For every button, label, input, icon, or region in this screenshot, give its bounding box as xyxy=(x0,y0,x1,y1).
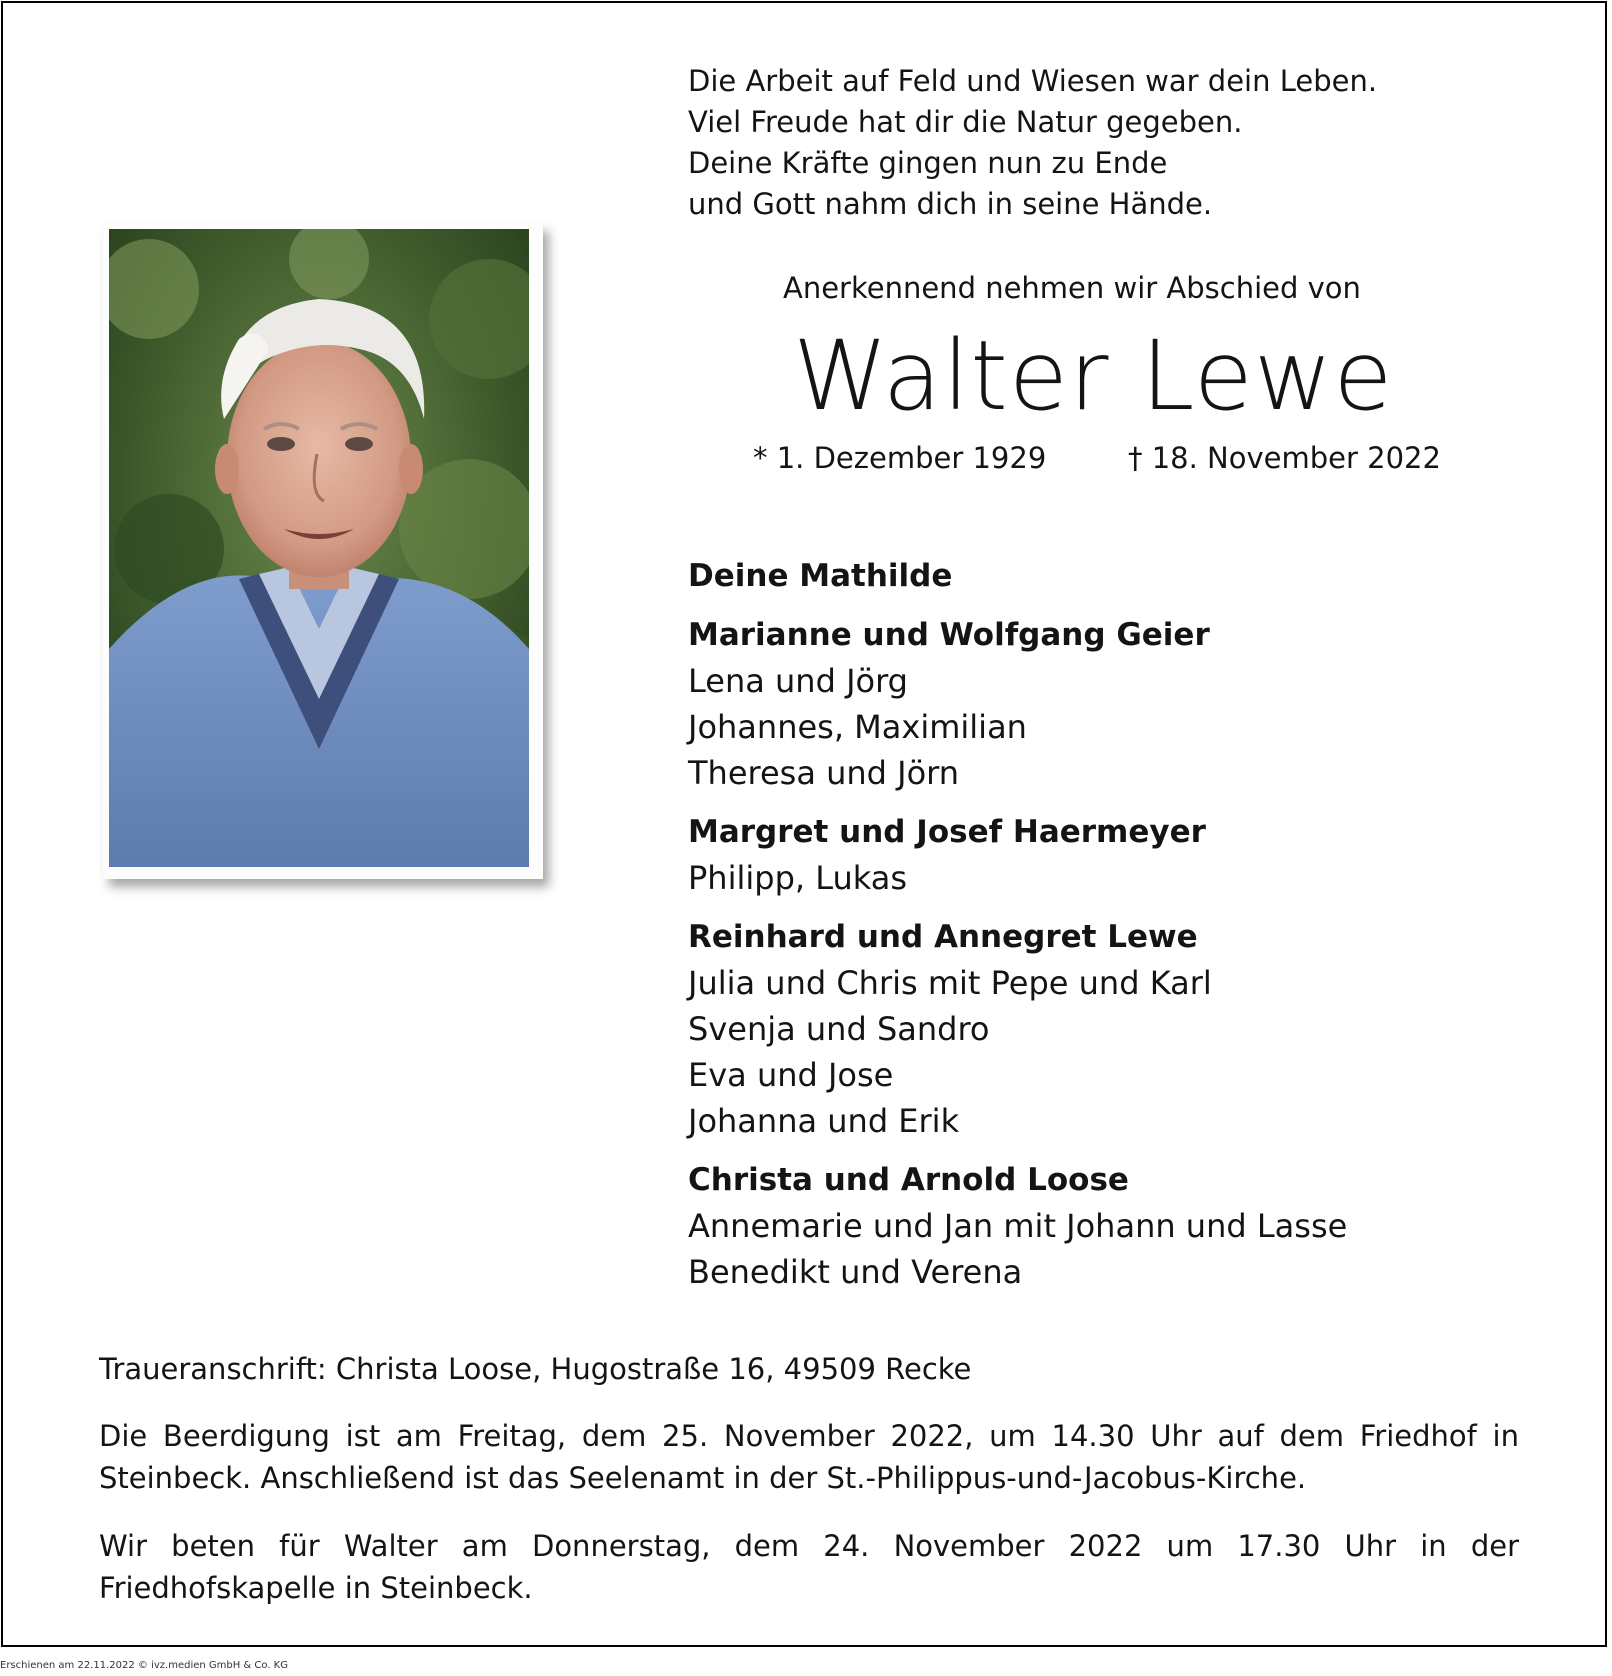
mourner-member: Theresa und Jörn xyxy=(688,754,960,792)
mourner-member: Julia und Chris mit Pepe und Karl xyxy=(688,964,1212,1002)
poem xyxy=(688,61,1377,225)
publication-footer: Erschienen am 22.11.2022 © ivz.medien GmbH & Co. KG xyxy=(0,1660,288,1671)
mourner-group-head: Marianne und Wolfgang Geier xyxy=(688,617,1210,653)
obituary-card xyxy=(1,1,1607,1647)
mourner-group-head: Deine Mathilde xyxy=(688,558,953,594)
mourner-member: Johanna und Erik xyxy=(688,1102,960,1140)
death-date: † 18. November 2022 xyxy=(1128,441,1441,475)
mourner-member: Benedikt und Verena xyxy=(688,1253,1023,1291)
mourner-member: Svenja und Sandro xyxy=(688,1010,990,1048)
mourner-member: Lena und Jörg xyxy=(688,662,908,700)
mourning-address: Traueranschrift: Christa Loose, Hugostraße 16, 49509 Recke xyxy=(99,1352,972,1386)
mourner-group-head: Reinhard und Annegret Lewe xyxy=(688,919,1198,955)
portrait-frame xyxy=(103,223,543,879)
poem-line: Viel Freude hat dir die Natur gegeben. xyxy=(688,105,1243,139)
mourner-member: Philipp, Lukas xyxy=(688,859,908,897)
prayer-notice: Wir beten für Walter am Donnerstag, dem 24. November 2022 um 17.30 Uhr in der Friedhofskapelle in Steinbeck. xyxy=(99,1529,1519,1605)
mourner-group-head: Margret und Josef Haermeyer xyxy=(688,814,1206,850)
birth-date: * 1. Dezember 1929 xyxy=(753,441,1047,475)
poem-line: Die Arbeit auf Feld und Wiesen war dein Leben. xyxy=(688,64,1378,98)
mourner-group-head: Christa und Arnold Loose xyxy=(688,1162,1129,1198)
mourner-member: Eva und Jose xyxy=(688,1056,894,1094)
poem-line: und Gott nahm dich in seine Hände. xyxy=(688,187,1213,221)
mourners-list xyxy=(688,553,1347,1295)
funeral-notice: Die Beerdigung ist am Freitag, dem 25. November 2022, um 14.30 Uhr auf dem Friedhof in Steinbeck. Anschließend ist das Seelenamt in der St.-Philippus-und-Jacobus-Kirche. xyxy=(99,1419,1519,1495)
mourner-member: Annemarie und Jan mit Johann und Lasse xyxy=(688,1207,1348,1245)
deceased-name: Walter Lewe xyxy=(793,320,1394,432)
farewell-intro: Anerkennend nehmen wir Abschied von xyxy=(783,271,1361,305)
mourner-member: Johannes, Maximilian xyxy=(688,708,1027,746)
poem-line: Deine Kräfte gingen nun zu Ende xyxy=(688,146,1168,180)
portrait-photo xyxy=(109,229,529,867)
